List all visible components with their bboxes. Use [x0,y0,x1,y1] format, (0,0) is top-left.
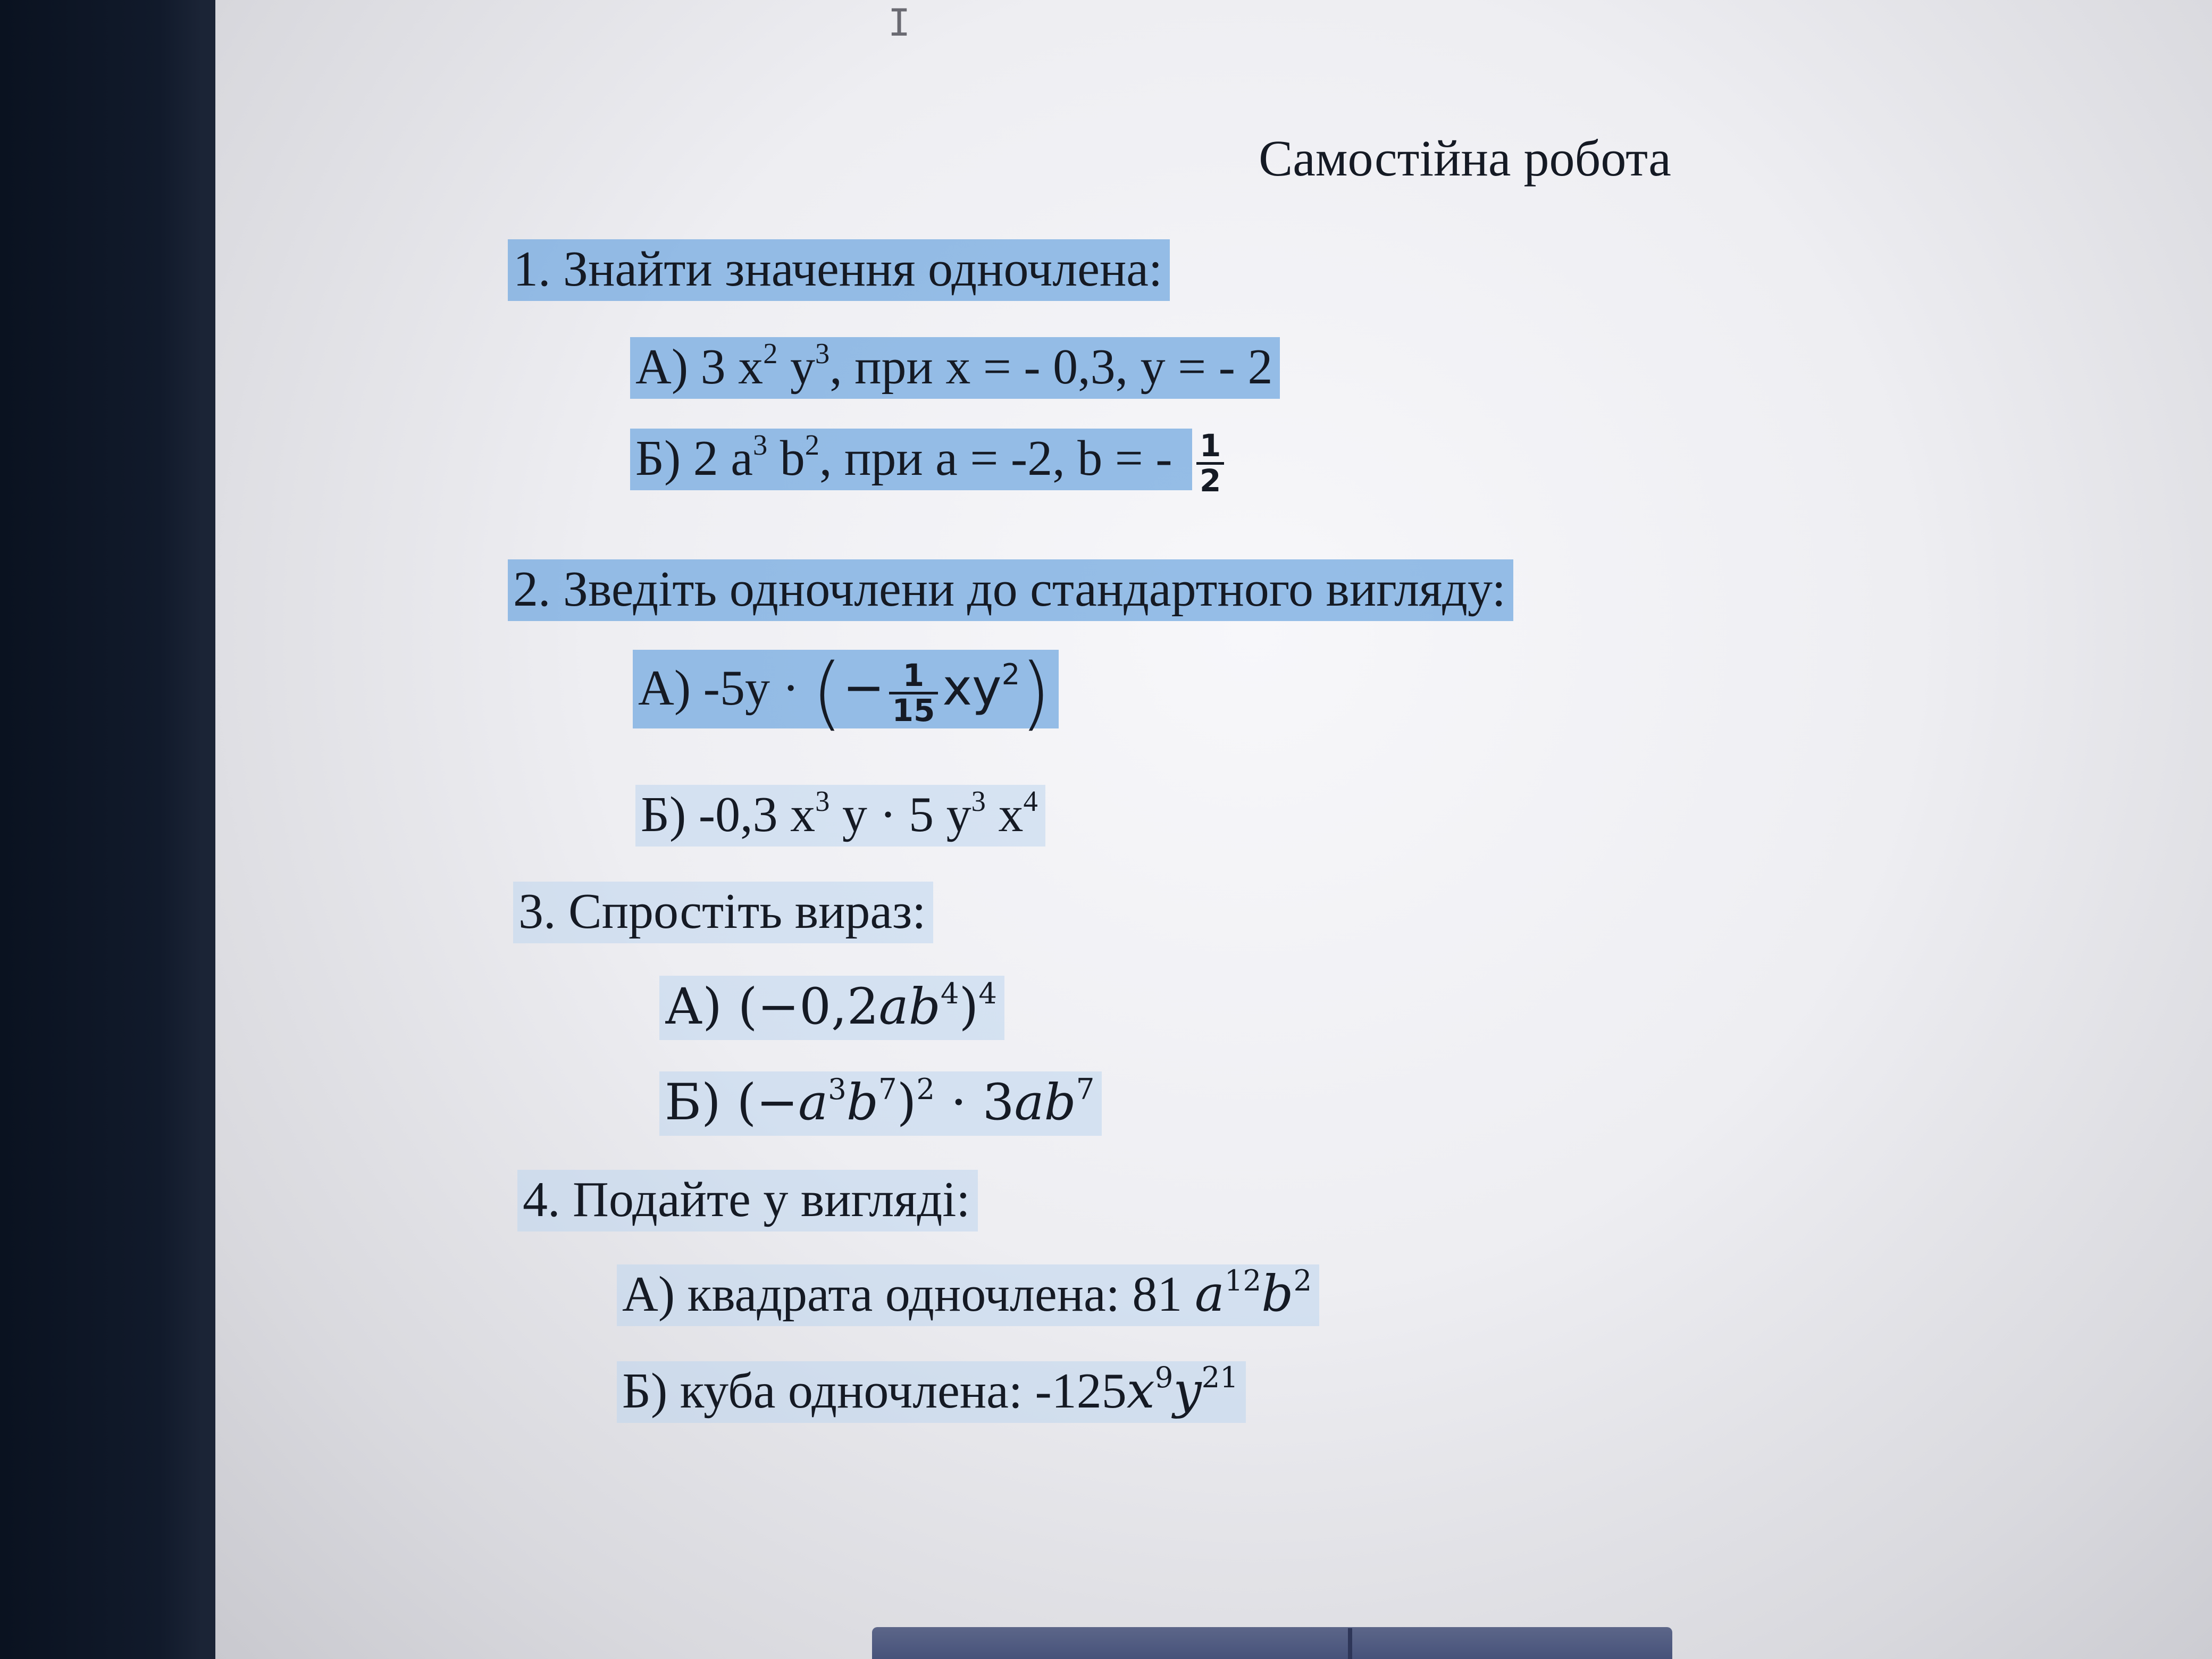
task-1b-frac-num: 1 [1196,430,1224,465]
task-4a-prefix: А) квадрата одночлена: 81 [622,1267,1195,1322]
task-2-heading-text: 2. Зведіть одночлени до стандартного вигляду: [508,559,1513,621]
task-1b-fraction [1196,430,1224,497]
task-3b-var-a: a [798,1074,828,1132]
task-2a-prefix: А) -5y · [638,660,799,716]
task-2a-fraction [889,659,939,727]
task-2b-exp-1: 3 [815,784,830,817]
task-4b-var-y: y [1173,1362,1202,1420]
task-3b-exp-1: 3 [828,1071,847,1106]
task-3b-exp-2: 7 [878,1071,897,1106]
task-1a-rest: , при x = - 0,3, y = - 2 [830,339,1273,395]
task-3b-exp-4: 7 [1076,1071,1095,1106]
task-4-heading-text: 4. Подайте у вигляді: [517,1170,978,1231]
task-3-item-a [659,978,1004,1036]
task-2-heading [508,560,1513,618]
task-1-heading-text: 1. Знайти значення одночлена: [508,239,1170,301]
task-3-item-b [659,1071,1102,1132]
task-2b-mid: y · 5 y [830,787,971,842]
task-1-item-a [630,338,1280,396]
task-1a-prefix: А) 3 x [635,339,764,395]
task-4-item-b [617,1362,1246,1420]
task-1a-exp-1: 2 [763,337,778,370]
task-2a-var: xy [942,659,1002,717]
task-3a-exp-1: 4 [940,976,959,1010]
task-1b-prefix: Б) 2 a [635,431,753,486]
task-2a-exp: 2 [1001,657,1020,691]
task-1a-exp-2: 3 [815,337,830,370]
task-4b-prefix: Б) куба одночлена: -125 [622,1363,1127,1419]
task-4b-exp-2: 21 [1201,1360,1238,1394]
task-2b-exp-2: 3 [971,784,986,817]
task-1b-exp-2: 2 [805,428,820,461]
task-1-heading [508,240,1170,298]
task-1-item-b [630,430,1228,497]
document-page[interactable] [215,0,2212,1659]
text-cursor-icon: I [888,1,911,45]
task-4-item-a [617,1263,1319,1323]
task-3b-mid: · 3 [935,1074,1015,1132]
task-3-heading [513,883,933,940]
task-3a-close-paren: ) [959,978,979,1036]
taskbar-divider [1348,1628,1352,1659]
task-2-item-b [635,786,1045,843]
task-3b-var-b: b [846,1074,878,1132]
task-4a-var-a: a [1194,1265,1225,1323]
task-3-heading-text: 3. Спростіть вираз: [513,882,933,943]
task-2a-frac-den: 15 [892,692,935,728]
task-3a-var: ab [878,978,941,1036]
task-2b-exp-3: 4 [1023,784,1038,817]
task-2a-frac-num: 1 [889,659,939,694]
task-2b-prefix: Б) -0,3 x [641,787,816,842]
task-3b-close-paren: ) [896,1074,917,1132]
task-2b-mid-2: x [985,787,1024,842]
task-2-item-a [633,647,1059,740]
task-4a-exp-2: 2 [1293,1263,1312,1297]
task-2a-minus: − [842,659,885,717]
task-2a-open-paren: ( [811,647,843,740]
task-1a-mid: y [777,339,815,395]
document-title: Самостійна робота [1259,130,1671,187]
task-1b-rest: , при a = -2, b = - [819,431,1172,486]
task-3a-prefix: А) (−0,2 [665,978,879,1036]
task-3b-prefix: Б) (− [665,1074,799,1132]
task-1b-exp-1: 3 [753,428,768,461]
task-4b-var-x: x [1126,1362,1155,1420]
task-3b-exp-3: 2 [916,1071,935,1106]
task-1b-frac-den: 2 [1200,462,1221,499]
task-4a-var-b: b [1261,1265,1294,1323]
task-4a-exp-1: 12 [1224,1263,1262,1297]
task-3b-var-ab: ab [1014,1074,1076,1132]
task-4-heading [517,1171,978,1228]
task-3a-exp-2: 4 [978,976,997,1010]
task-2a-close-paren: ) [1020,647,1051,740]
taskbar[interactable] [872,1627,1672,1659]
task-1b-mid: b [767,431,805,486]
task-4b-exp-1: 9 [1154,1360,1174,1394]
